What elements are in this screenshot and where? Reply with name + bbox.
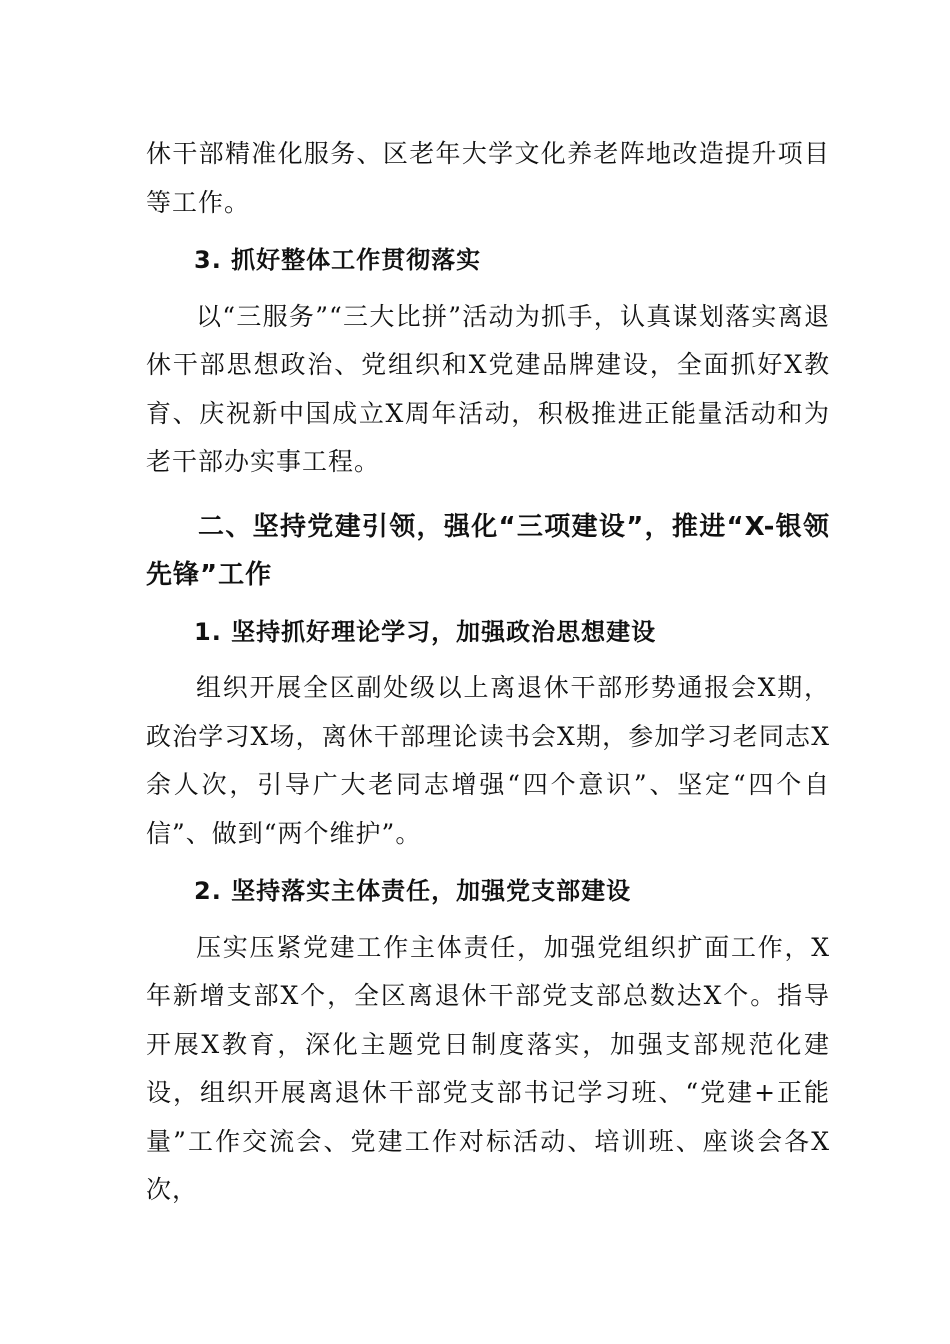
paragraph-continued: 休干部精准化服务、区老年大学文化养老阵地改造提升项目等工作。 [146, 139, 830, 217]
paragraph-party-branch: 压实压紧党建工作主体责任，加强党组织扩面工作，X年新增支部X个，全区离退休干部党支部总数达X个。指导开展X教育，深化主题党日制度落实，加强支部规范化建设，组织开展离退休干部党支部书记学习班、“党建+正能量”工作交流会、党建工作对标活动、培训班、座谈会各X次， [146, 932, 830, 1204]
subheading-3: 3. 抓好整体工作贯彻落实 [194, 246, 482, 274]
paragraph-theory-study: 组织开展全区副处级以上离退休干部形势通报会X期，政治学习X场，离休干部理论读书会X期，参加学习老同志X余人次，引导广大老同志增强“四个意识”、坚定“四个自信”、做到“两个维护”。 [146, 673, 830, 848]
document-body [146, 130, 830, 1215]
section-heading-2: 二、坚持党建引领，强化“三项建设”，推进“X-银领先锋”工作 [146, 511, 830, 590]
subheading-1: 1. 坚持抓好理论学习，加强政治思想建设 [194, 617, 657, 646]
paragraph-services: 以“三服务”“三大比拼”活动为抓手，认真谋划落实离退休干部思想政治、党组织和X党建品牌建设，全面抓好X教育、庆祝新中国成立X周年活动，积极推进正能量活动和为老干部办实事工程。 [146, 301, 830, 476]
subheading-2: 2. 坚持落实主体责任，加强党支部建设 [194, 877, 632, 905]
